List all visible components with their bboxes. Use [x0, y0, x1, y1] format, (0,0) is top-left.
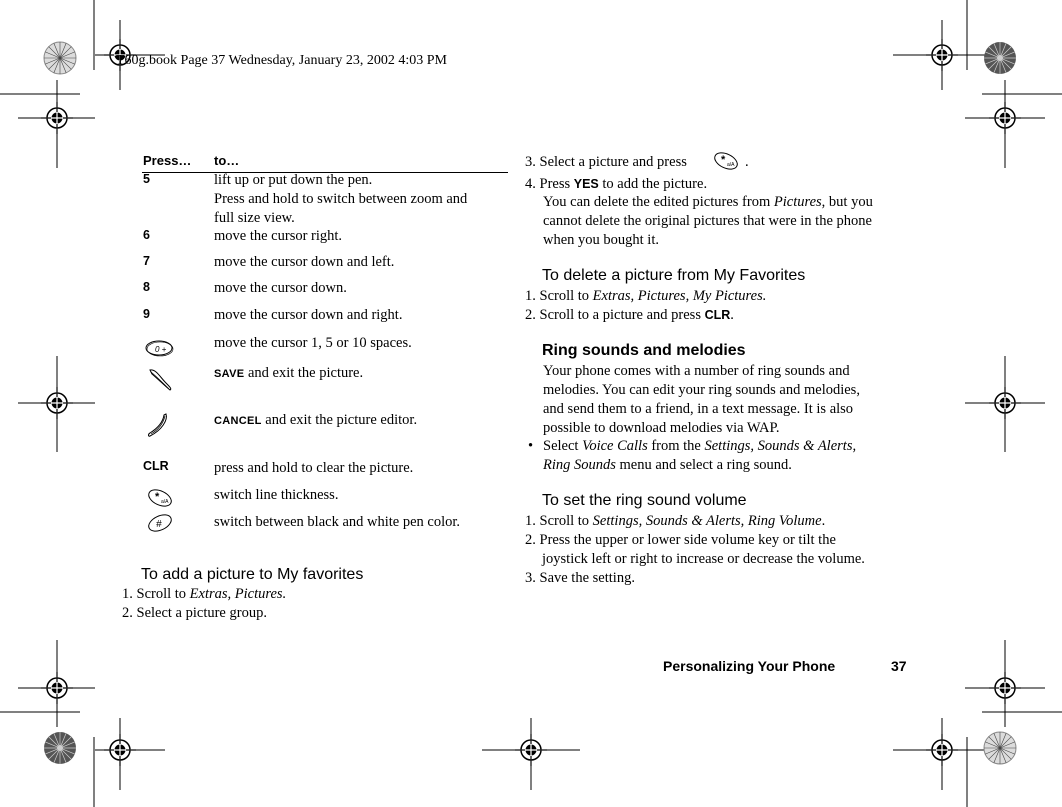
- key-8: 8: [143, 280, 150, 294]
- svg-text:0 +: 0 +: [155, 345, 167, 354]
- table-row-desc: SAVE and exit the picture.: [214, 365, 364, 381]
- zero-plus-key-icon: [144, 338, 174, 358]
- delete-step-2: 2. Scroll to a picture and press CLR.: [525, 307, 734, 323]
- key-clr: CLR: [143, 459, 169, 473]
- step-3-end: .: [745, 154, 749, 170]
- table-row-desc: switch line thickness.: [214, 487, 339, 503]
- ring-sounds-heading: Ring sounds and melodies: [542, 342, 746, 359]
- step-3: 3. Select a picture and press: [525, 154, 687, 170]
- svg-text:a/A: a/A: [161, 499, 169, 505]
- table-row-desc: CANCEL and exit the picture editor.: [214, 412, 418, 428]
- add-favorites-step-2: 2. Select a picture group.: [122, 605, 267, 621]
- svg-text:a/A: a/A: [727, 162, 735, 168]
- page-number: 37: [891, 658, 907, 674]
- svg-text:*: *: [721, 154, 726, 166]
- delete-step-1: 1. Scroll to Extras, Pictures, My Pictures.: [525, 288, 767, 304]
- right-soft-key-icon: [144, 410, 174, 442]
- table-row-desc: press and hold to clear the picture.: [214, 460, 414, 476]
- star-key-icon: [146, 486, 176, 510]
- left-soft-key-icon: [146, 365, 176, 393]
- add-favorites-heading: To add a picture to My favorites: [141, 566, 364, 583]
- ring-volume-heading: To set the ring sound volume: [542, 492, 747, 509]
- table-header-to: to…: [214, 153, 240, 168]
- svg-text:*: *: [155, 491, 160, 503]
- table-row-desc: move the cursor down.: [214, 280, 347, 296]
- key-5: 5: [143, 172, 150, 186]
- step-4: 4. Press YES to add the picture.: [525, 176, 708, 192]
- table-row-desc: move the cursor down and right.: [214, 307, 403, 323]
- add-favorites-step-1: 1. Scroll to Extras, Pictures.: [122, 586, 287, 602]
- table-row-desc: move the cursor down and left.: [214, 254, 395, 270]
- delete-picture-heading: To delete a picture from My Favorites: [542, 267, 806, 284]
- table-header-press: Press…: [143, 153, 192, 168]
- volume-step-3: 3. Save the setting.: [525, 570, 635, 586]
- table-row-desc: lift up or put down the pen. Press and hold to switch between zoom and full size view.: [214, 172, 468, 226]
- hash-key-icon: [146, 511, 176, 535]
- book-header: T60g.book Page 37 Wednesday, January 23, 2002 4:03 PM: [116, 53, 447, 68]
- key-6: 6: [143, 228, 150, 242]
- volume-step-1: 1. Scroll to Settings, Sounds & Alerts, Ring Volume.: [525, 513, 826, 529]
- key-9: 9: [143, 307, 150, 321]
- ring-sounds-bullet: Select Voice Calls from the Settings, Sounds & Alerts, Ring Sounds menu and select a ring sound.: [543, 438, 857, 473]
- ring-sounds-paragraph: Your phone comes with a number of ring sounds and melodies. You can edit your ring sounds and melodies, and send them to a friend, in a text message. It is also possible to download melodies via WAP.: [543, 363, 860, 436]
- svg-text:#: #: [156, 519, 162, 530]
- table-row-desc: move the cursor right.: [214, 228, 343, 244]
- star-key-icon: [712, 149, 742, 173]
- key-7: 7: [143, 254, 150, 268]
- bullet: •: [528, 438, 534, 454]
- step-4-note: You can delete the edited pictures from Pictures, but you cannot delete the original pictures that were in the phone when you bought it.: [543, 194, 873, 248]
- footer-section-title: Personalizing Your Phone: [663, 658, 836, 674]
- table-row-desc: move the cursor 1, 5 or 10 spaces.: [214, 335, 412, 351]
- table-row-desc: switch between black and white pen color.: [214, 514, 461, 530]
- volume-step-2: 2. Press the upper or lower side volume key or tilt the joystick left or right to increase or decrease the volume.: [525, 532, 865, 567]
